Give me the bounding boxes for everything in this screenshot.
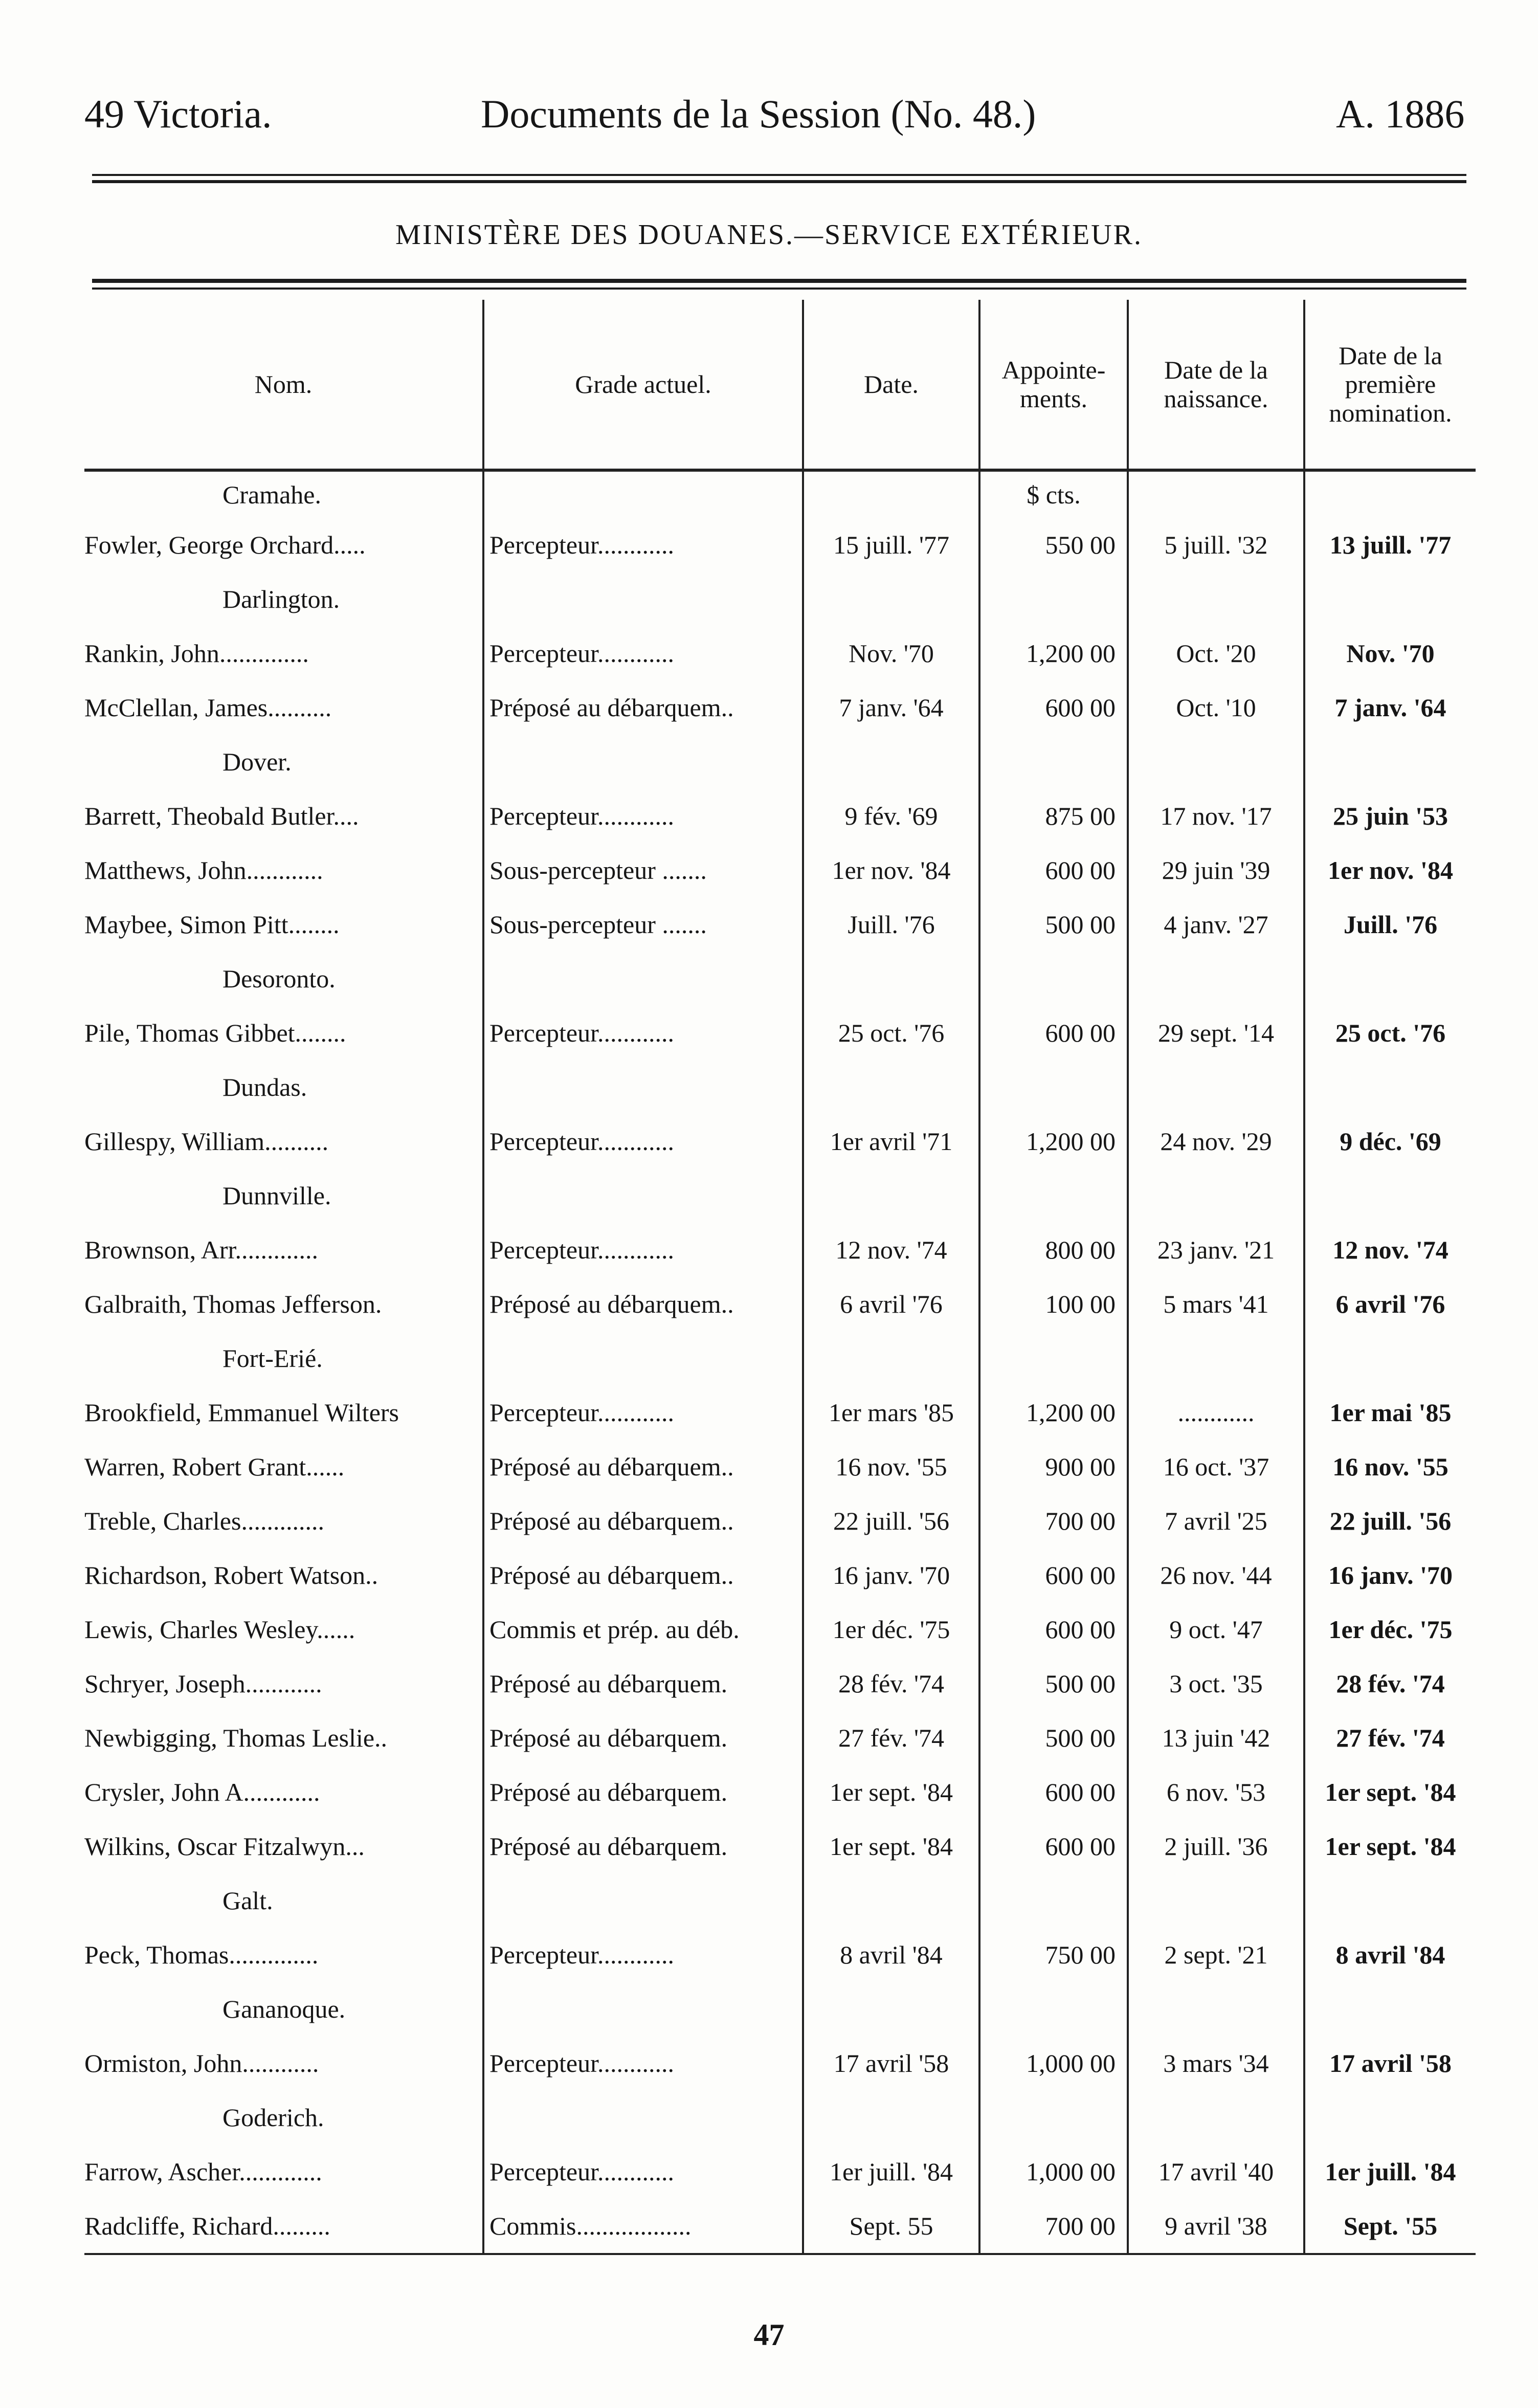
cell-date: 1er déc. '75 [803,1602,979,1656]
table-row [84,1277,1476,1331]
cell-grade: Préposé au débarquem. [483,1656,803,1711]
cell-premiere: 1er mai '85 [1304,1385,1476,1440]
cell-naissance: 24 nov. '29 [1128,1114,1304,1168]
table-row [84,1765,1476,1819]
cell-naissance: 29 sept. '14 [1128,1006,1304,1060]
cell-premiere: 6 avril '76 [1304,1277,1476,1331]
cell-naissance: 13 juin '42 [1128,1711,1304,1765]
cell-naissance: 5 juill. '32 [1128,518,1304,572]
cell-naissance: 9 oct. '47 [1128,1602,1304,1656]
cell-premiere: 1er sept. '84 [1304,1819,1476,1873]
table-row [84,2145,1476,2199]
cell-grade: Préposé au débarquem.. [483,1494,803,1548]
cell-nom: Brownson, Arr............. [84,1235,318,1264]
table-row [84,2036,1476,2090]
cell-naissance: 17 nov. '17 [1128,789,1304,843]
cell-naissance: 5 mars '41 [1128,1277,1304,1331]
cell-grade: Commis et prép. au déb. [483,1602,803,1656]
cell-premiere: 28 fév. '74 [1304,1656,1476,1711]
cell-naissance: Oct. '10 [1128,680,1304,735]
cell-grade: Percepteur............ [483,626,803,680]
cell-appointements: 600 00 [979,1819,1128,1873]
table-row [84,1928,1476,1982]
cell-premiere: 12 nov. '74 [1304,1223,1476,1277]
cell-premiere: 9 déc. '69 [1304,1114,1476,1168]
table-row [84,680,1476,735]
cell-date: 16 janv. '70 [803,1548,979,1602]
cell-appointements: 875 00 [979,789,1128,843]
cell-grade: Préposé au débarquem.. [483,1548,803,1602]
cell-date: 25 oct. '76 [803,1006,979,1060]
table-row [84,1819,1476,1873]
header-right: A. 1886 [1336,92,1465,136]
header-rule-thick [92,180,1466,183]
place-name: Galt. [222,1886,273,1915]
cell-nom: Schryer, Joseph............ [84,1669,322,1698]
cell-nom: Maybee, Simon Pitt........ [84,910,340,939]
cell-appointements: 600 00 [979,680,1128,735]
cell-premiere: 25 oct. '76 [1304,1006,1476,1060]
cell-appointements: 900 00 [979,1440,1128,1494]
cell-nom: Richardson, Robert Watson.. [84,1561,378,1589]
cell-nom: Rankin, John.............. [84,639,309,668]
table-top-rule-thin [92,288,1466,290]
cell-appointements: 800 00 [979,1223,1128,1277]
cell-appointements: 600 00 [979,1548,1128,1602]
cell-nom: Galbraith, Thomas Jefferson. [84,1290,382,1318]
cell-date: Sept. 55 [803,2199,979,2254]
cell-nom: Crysler, John A............ [84,1778,320,1806]
cell-date: 1er avril '71 [803,1114,979,1168]
table-row [84,1223,1476,1277]
cell-appointements: 500 00 [979,897,1128,952]
cell-appointements: 1,000 00 [979,2145,1128,2199]
table-row [84,1602,1476,1656]
cell-date: 9 fév. '69 [803,789,979,843]
place-row [84,1982,1476,2036]
place-row [84,1873,1476,1928]
place-name: Dunnville. [222,1181,331,1210]
table-row [84,1656,1476,1711]
table-row [84,843,1476,897]
cell-appointements: 700 00 [979,2199,1128,2254]
cell-grade: Préposé au débarquem.. [483,1440,803,1494]
cell-date: 1er mars '85 [803,1385,979,1440]
cell-date: 7 janv. '64 [803,680,979,735]
cell-appointements: 500 00 [979,1656,1128,1711]
column-header-naissance: Date de la naissance. [1128,300,1304,470]
cell-date: 27 fév. '74 [803,1711,979,1765]
cell-premiere: Sept. '55 [1304,2199,1476,2254]
cell-appointements: 1,200 00 [979,626,1128,680]
cell-appointements: 550 00 [979,518,1128,572]
table-row [84,1711,1476,1765]
cell-premiere: 8 avril '84 [1304,1928,1476,1982]
cell-nom: Warren, Robert Grant...... [84,1452,345,1481]
cell-nom: McClellan, James.......... [84,693,332,722]
cell-date: 28 fév. '74 [803,1656,979,1711]
cell-naissance: 29 juin '39 [1128,843,1304,897]
table-row [84,1440,1476,1494]
cell-appointements: 600 00 [979,1006,1128,1060]
column-header-nom: Nom. [254,370,313,399]
cell-naissance: 3 mars '34 [1128,2036,1304,2090]
units-label: $ cts. [979,470,1128,518]
table-row [84,518,1476,572]
table-row [84,897,1476,952]
cell-naissance: Oct. '20 [1128,626,1304,680]
cell-naissance: 26 nov. '44 [1128,1548,1304,1602]
header-rule-thin [92,174,1466,176]
cell-premiere: 13 juill. '77 [1304,518,1476,572]
cell-nom: Farrow, Ascher............. [84,2157,322,2186]
cell-appointements: 500 00 [979,1711,1128,1765]
cell-grade: Préposé au débarquem. [483,1819,803,1873]
cell-grade: Percepteur............ [483,1928,803,1982]
cell-nom: Newbigging, Thomas Leslie.. [84,1724,388,1752]
cell-premiere: 17 avril '58 [1304,2036,1476,2090]
cell-nom: Radcliffe, Richard......... [84,2199,483,2254]
cell-nom: Lewis, Charles Wesley...... [84,1615,355,1644]
table-row [84,1548,1476,1602]
cell-date: 1er nov. '84 [803,843,979,897]
cell-premiere: 1er juill. '84 [1304,2145,1476,2199]
cell-nom: Barrett, Theobald Butler.... [84,802,359,830]
column-header-grade: Grade actuel. [483,300,803,470]
cell-date: 16 nov. '55 [803,1440,979,1494]
place-name: Gananoque. [222,1995,346,2023]
cell-appointements: 600 00 [979,1602,1128,1656]
place-row [84,1168,1476,1223]
column-header-premiere: Date de la première nomination. [1304,300,1476,470]
cell-nom: Pile, Thomas Gibbet........ [84,1019,346,1047]
column-header-appointements: Appointe- ments. [979,300,1128,470]
place-name: Goderich. [222,2103,324,2132]
cell-naissance: 17 avril '40 [1128,2145,1304,2199]
table-header-row [84,300,1476,470]
cell-date: Nov. '70 [803,626,979,680]
cell-grade: Préposé au débarquem.. [483,1277,803,1331]
cell-date: 17 avril '58 [803,2036,979,2090]
cell-naissance: 4 janv. '27 [1128,897,1304,952]
cell-date: 1er juill. '84 [803,2145,979,2199]
table-row [84,789,1476,843]
cell-premiere: 1er nov. '84 [1304,843,1476,897]
cell-naissance: 3 oct. '35 [1128,1656,1304,1711]
cell-date: 12 nov. '74 [803,1223,979,1277]
cell-premiere: 22 juill. '56 [1304,1494,1476,1548]
cell-date: 1er sept. '84 [803,1819,979,1873]
place-name: Dundas. [222,1073,307,1101]
place-row [84,470,1476,518]
cell-grade: Percepteur............ [483,789,803,843]
place-row [84,735,1476,789]
cell-grade: Préposé au débarquem. [483,1711,803,1765]
cell-premiere: 16 janv. '70 [1304,1548,1476,1602]
cell-appointements: 1,000 00 [979,2036,1128,2090]
place-row [84,952,1476,1006]
table-row [84,1385,1476,1440]
cell-nom: Fowler, George Orchard..... [84,531,366,559]
table-row [84,1006,1476,1060]
cell-premiere: 7 janv. '64 [1304,680,1476,735]
cell-grade: Sous-percepteur ....... [483,897,803,952]
table-top-rule [92,279,1466,283]
place-name: Desoronto. [222,964,336,993]
cell-naissance: 2 juill. '36 [1128,1819,1304,1873]
cell-grade: Percepteur............ [483,2036,803,2090]
cell-naissance: 7 avril '25 [1128,1494,1304,1548]
cell-premiere: 1er sept. '84 [1304,1765,1476,1819]
cell-grade: Percepteur............ [483,1385,803,1440]
cell-grade: Percepteur............ [483,1114,803,1168]
cell-naissance: 9 avril '38 [1128,2199,1304,2254]
cell-date: 15 juill. '77 [803,518,979,572]
cell-appointements: 750 00 [979,1928,1128,1982]
cell-date: 22 juill. '56 [803,1494,979,1548]
cell-date: Juill. '76 [803,897,979,952]
cell-grade: Percepteur............ [483,2145,803,2199]
cell-naissance: ............ [1128,1385,1304,1440]
place-row [84,1331,1476,1385]
ministry-title: MINISTÈRE DES DOUANES.—SERVICE EXTÉRIEUR. [395,219,1143,251]
cell-nom: Ormiston, John............ [84,2049,319,2078]
cell-nom: Wilkins, Oscar Fitzalwyn... [84,1832,365,1861]
cell-appointements: 600 00 [979,1765,1128,1819]
table-row [84,1494,1476,1548]
cell-grade: Percepteur............ [483,1223,803,1277]
cell-naissance: 2 sept. '21 [1128,1928,1304,1982]
column-header-date: Date. [803,300,979,470]
cell-appointements: 600 00 [979,843,1128,897]
cell-grade: Préposé au débarquem. [483,1765,803,1819]
cell-date: 1er sept. '84 [803,1765,979,1819]
cell-grade: Préposé au débarquem.. [483,680,803,735]
cell-naissance: 16 oct. '37 [1128,1440,1304,1494]
cell-nom: Matthews, John............ [84,856,323,885]
place-name: Darlington. [222,585,340,613]
table-row [84,626,1476,680]
page-number: 47 [753,2318,785,2352]
cell-grade: Commis.................. [483,2199,803,2254]
place-row [84,1060,1476,1114]
cell-premiere: 27 fév. '74 [1304,1711,1476,1765]
place-name: Dover. [222,747,292,776]
cell-date: 8 avril '84 [803,1928,979,1982]
cell-appointements: 700 00 [979,1494,1128,1548]
cell-date: 6 avril '76 [803,1277,979,1331]
cell-grade: Percepteur............ [483,1006,803,1060]
cell-premiere: 16 nov. '55 [1304,1440,1476,1494]
place-row [84,572,1476,626]
cell-premiere: 25 juin '53 [1304,789,1476,843]
cell-nom: Brookfield, Emmanuel Wilters [84,1398,399,1427]
header-left: 49 Victoria. [84,92,272,136]
place-row [84,2090,1476,2145]
table-row [84,2199,1476,2254]
cell-naissance: 23 janv. '21 [1128,1223,1304,1277]
header-center: Documents de la Session (No. 48.) [481,92,1036,136]
place-name: Cramahe. [222,480,321,509]
cell-premiere: Nov. '70 [1304,626,1476,680]
cell-nom: Peck, Thomas.............. [84,1940,319,1969]
place-name: Fort-Erié. [222,1344,323,1373]
table-row [84,1114,1476,1168]
personnel-table [84,300,1476,2255]
cell-appointements: 100 00 [979,1277,1128,1331]
cell-appointements: 1,200 00 [979,1385,1128,1440]
cell-grade: Sous-percepteur ....... [483,843,803,897]
cell-nom: Gillespy, William.......... [84,1127,329,1156]
cell-premiere: Juill. '76 [1304,897,1476,952]
cell-grade: Percepteur............ [483,518,803,572]
cell-nom: Treble, Charles............. [84,1507,324,1535]
cell-premiere: 1er déc. '75 [1304,1602,1476,1656]
cell-appointements: 1,200 00 [979,1114,1128,1168]
cell-naissance: 6 nov. '53 [1128,1765,1304,1819]
